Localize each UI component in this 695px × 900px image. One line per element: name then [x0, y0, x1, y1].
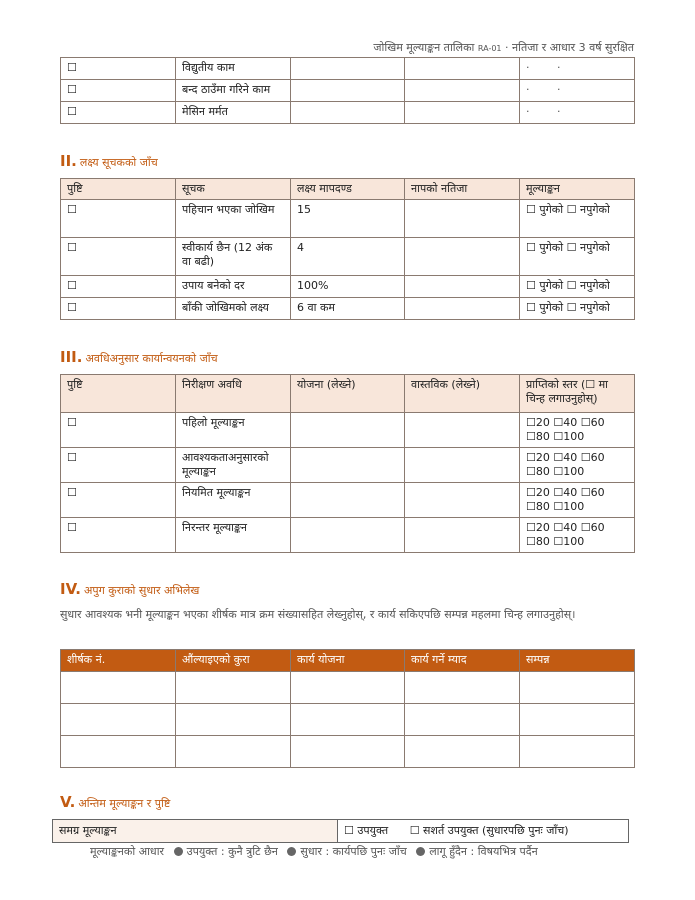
legend-item: लागू हुँदैन : विषयभित्र पर्दैन: [429, 845, 538, 858]
level-checkboxes[interactable]: ☐20 ☐40 ☐60 ☐80 ☐100: [520, 518, 635, 553]
confirm-checkbox[interactable]: ☐: [67, 241, 77, 254]
table-header: शीर्षक नं. औंल्याइएको कुरा कार्य योजना कार्य गर्ने म्याद सम्पन्न: [61, 650, 635, 672]
plan-input[interactable]: [291, 413, 405, 448]
overall-assessment-options: [338, 820, 575, 842]
confirm-checkbox[interactable]: ☐: [67, 279, 77, 292]
legend-label: मूल्याङ्कनको आधार: [90, 845, 165, 858]
confirm-checkbox[interactable]: ☐: [67, 83, 77, 96]
section-4-title: IV. अपुग कुराको सुधार अभिलेख: [60, 580, 200, 598]
measurement-input[interactable]: [405, 276, 520, 298]
confirm-checkbox[interactable]: ☐: [67, 61, 77, 74]
confirm-checkbox[interactable]: ☐: [67, 105, 77, 118]
overall-assessment-box: [52, 819, 629, 843]
section-2-title: II. लक्ष्य सूचकको जाँच: [60, 152, 158, 170]
section-3-title: III. अवधिअनुसार कार्यान्वयनको जाँच: [60, 348, 218, 366]
evaluation-cell: [520, 298, 635, 320]
bullet-icon: [174, 847, 183, 856]
header-title-prefix: जोखिम मूल्याङ्कन तालिका: [373, 41, 475, 54]
not-achieved-checkbox[interactable]: ☐ नपुगेको: [566, 241, 610, 254]
period-table: [60, 374, 635, 553]
table-row: [61, 80, 635, 102]
indicator-name: स्वीकार्य छैन (12 अंक वा बढी): [176, 238, 291, 276]
measurement-input[interactable]: [405, 200, 520, 238]
actual-input[interactable]: [405, 483, 520, 518]
target-value: 4: [291, 238, 405, 276]
table-row: [61, 448, 635, 483]
header-title-suffix: · नतिजा र आधार 3 वर्ष सुरक्षित: [505, 41, 634, 54]
page-header: [60, 40, 634, 55]
table-row: [61, 238, 635, 276]
level-checkboxes[interactable]: ☐20 ☐40 ☐60 ☐80 ☐100: [520, 413, 635, 448]
suitable-checkbox[interactable]: ☐ उपयुक्त: [344, 824, 389, 837]
achieved-checkbox[interactable]: ☐ पुगेको: [526, 203, 564, 216]
period-name: निरन्तर मूल्याङ्कन: [176, 518, 291, 553]
level-checkboxes[interactable]: ☐20 ☐40 ☐60 ☐80 ☐100: [520, 448, 635, 483]
not-achieved-checkbox[interactable]: ☐ नपुगेको: [566, 203, 610, 216]
evaluation-cell: [520, 276, 635, 298]
indicator-name: पहिचान भएका जोखिम: [176, 200, 291, 238]
work-type-name: मेसिन मर्मत: [176, 102, 291, 124]
measurement-input[interactable]: [405, 298, 520, 320]
table-row: [61, 518, 635, 553]
level-checkboxes[interactable]: ☐20 ☐40 ☐60 ☐80 ☐100: [520, 483, 635, 518]
indicator-name: बाँकी जोखिमको लक्ष्य: [176, 298, 291, 320]
confirm-checkbox[interactable]: ☐: [67, 203, 77, 216]
not-achieved-checkbox[interactable]: ☐ नपुगेको: [566, 279, 610, 292]
not-achieved-checkbox[interactable]: ☐ नपुगेको: [566, 301, 610, 314]
plan-input[interactable]: [291, 448, 405, 483]
plan-input[interactable]: [291, 483, 405, 518]
marks-cell: · ·: [520, 58, 635, 80]
achieved-checkbox[interactable]: ☐ पुगेको: [526, 301, 564, 314]
confirm-checkbox[interactable]: ☐: [67, 521, 77, 534]
actual-input[interactable]: [405, 448, 520, 483]
table-row: [61, 704, 635, 736]
work-type-table: [60, 57, 635, 124]
period-name: नियमित मूल्याङ्कन: [176, 483, 291, 518]
table-header: पुष्टि निरीक्षण अवधि योजना (लेख्ने) वास्तविक (लेख्ने) प्राप्तिको स्तर (☐ मा चिन्ह लगाउनुहोस्): [61, 375, 635, 413]
confirm-checkbox[interactable]: ☐: [67, 451, 77, 464]
section-4-instruction: सुधार आवश्यक भनी मूल्याङ्कन भएका शीर्षक मात्र क्रम संख्यासहित लेख्नुहोस्, र कार्य सकिएपछि सम्पन्न महलमा चिन्ह लगाउनुहोस्।: [60, 608, 576, 621]
actual-input[interactable]: [405, 518, 520, 553]
actual-input[interactable]: [405, 413, 520, 448]
legend-item: सुधार : कार्यपछि पुनः जाँच: [300, 845, 407, 858]
indicator-table: [60, 178, 635, 320]
header-code: RA-01: [477, 44, 502, 53]
table-row: [61, 413, 635, 448]
legend-item: उपयुक्त : कुनै त्रुटि छैन: [186, 845, 278, 858]
overall-assessment-label: समग्र मूल्याङ्कन: [53, 820, 338, 842]
confirm-checkbox[interactable]: ☐: [67, 416, 77, 429]
plan-input[interactable]: [291, 518, 405, 553]
achieved-checkbox[interactable]: ☐ पुगेको: [526, 241, 564, 254]
table-row: [61, 276, 635, 298]
measurement-input[interactable]: [405, 238, 520, 276]
work-type-name: बन्द ठाउँमा गरिने काम: [176, 80, 291, 102]
table-row: [61, 736, 635, 768]
bullet-icon: [416, 847, 425, 856]
conditional-suitable-checkbox[interactable]: ☐ सशर्त उपयुक्त (सुधारपछि पुनः जाँच): [409, 824, 569, 837]
period-name: पहिलो मूल्याङ्कन: [176, 413, 291, 448]
correction-table: [60, 649, 635, 768]
assessment-legend: [90, 844, 538, 859]
table-row: [61, 200, 635, 238]
achieved-checkbox[interactable]: ☐ पुगेको: [526, 279, 564, 292]
work-type-name: विद्युतीय काम: [176, 58, 291, 80]
table-header: पुष्टि सूचक लक्ष्य मापदण्ड नापको नतिजा मूल्याङ्कन: [61, 179, 635, 200]
marks-cell: · ·: [520, 80, 635, 102]
confirm-checkbox[interactable]: ☐: [67, 301, 77, 314]
evaluation-cell: [520, 200, 635, 238]
target-value: 6 वा कम: [291, 298, 405, 320]
table-row: [61, 298, 635, 320]
confirm-checkbox[interactable]: ☐: [67, 486, 77, 499]
period-name: आवश्यकताअनुसारको मूल्याङ्कन: [176, 448, 291, 483]
target-value: 100%: [291, 276, 405, 298]
table-row: [61, 483, 635, 518]
evaluation-cell: [520, 238, 635, 276]
table-row: [61, 672, 635, 704]
indicator-name: उपाय बनेको दर: [176, 276, 291, 298]
table-row: [61, 102, 635, 124]
bullet-icon: [287, 847, 296, 856]
target-value: 15: [291, 200, 405, 238]
table-row: [61, 58, 635, 80]
section-5-title: V. अन्तिम मूल्याङ्कन र पुष्टि: [60, 793, 171, 811]
marks-cell: · ·: [520, 102, 635, 124]
